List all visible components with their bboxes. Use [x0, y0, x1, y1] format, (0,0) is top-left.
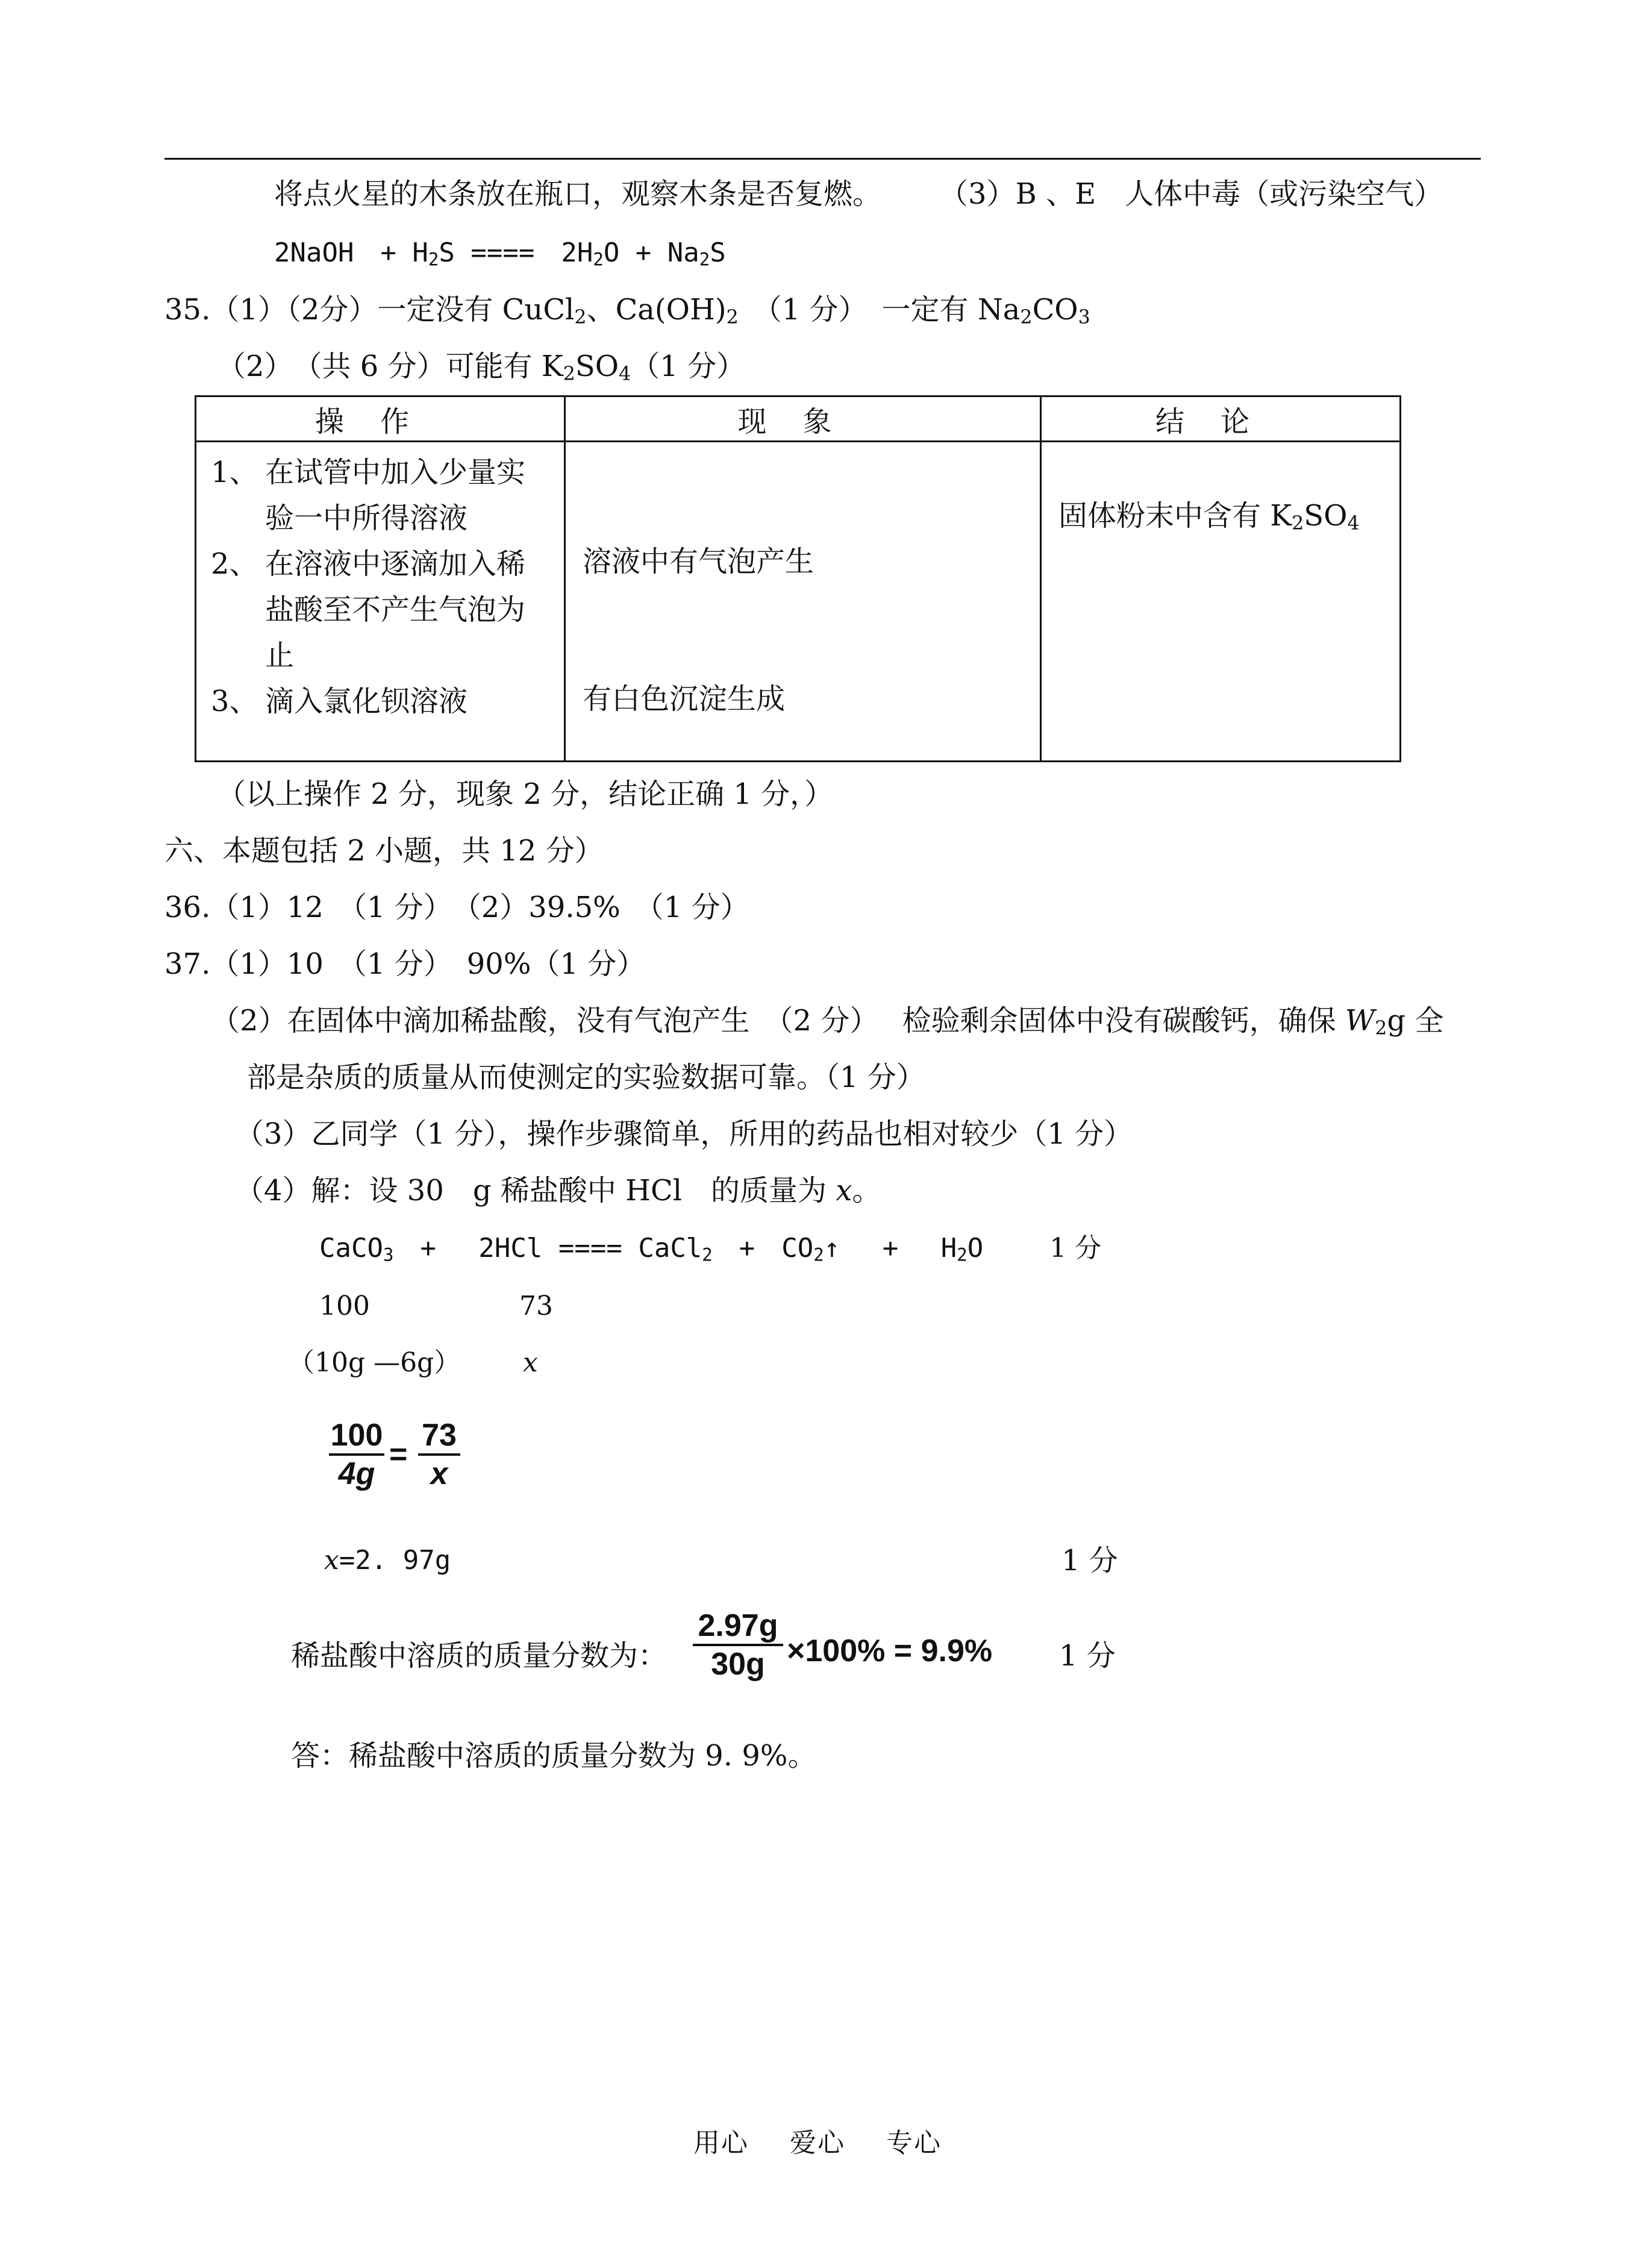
result-x: x=2. 97g — [324, 1545, 451, 1576]
percent-fraction: 2.97g 30g — [693, 1608, 783, 1682]
molar-mass-caco3: 100 — [319, 1291, 370, 1321]
percent-score: 1 分 — [1059, 1639, 1116, 1673]
conclusion-cell — [1041, 442, 1401, 762]
equals-sign: = — [389, 1437, 408, 1472]
table-row — [196, 442, 1401, 762]
top-rule — [164, 158, 1481, 160]
page-footer — [0, 2121, 1635, 2160]
phenomena-cell — [565, 442, 1041, 762]
mass-caco3: （10g —6g） — [288, 1347, 461, 1378]
q37-part1: 37.（1）10 （1 分） 90%（1 分） — [164, 947, 646, 981]
q35-part1: 35.（1）（2分）一定没有 CuCl$_2$、$Ca(OH)_2$ （1 分） 一定有 $Na_2CO_3$ — [164, 293, 1090, 328]
header-conclusion: 结论 — [1041, 396, 1401, 442]
experiment-table — [195, 395, 1401, 762]
scoring-note: （以上操作 2 分，现象 2 分，结论正确 1 分，） — [217, 777, 834, 811]
q37-part2-line2: 部是杂质的质量从而使测定的实验数据可靠。（1 分） — [247, 1060, 925, 1094]
footer-word-1: 用心 — [693, 2128, 749, 2158]
equation-naoh-h2s: 2NaOH + $H_2S$ ==== $2H_2O + Na_2S$ — [274, 237, 726, 270]
mass-hcl-unknown: x — [523, 1347, 538, 1378]
table-header-row — [196, 396, 1401, 442]
q36: 36.（1）12 （1 分） （2）39.5% （1 分） — [164, 891, 749, 924]
conclusion-text: 固体粉末中含有 $K_2SO_4$ — [1058, 499, 1360, 534]
op-2: 2、 在溶液中逐滴加入稀 — [211, 547, 526, 581]
operations-cell — [196, 442, 565, 762]
q37-part4: （4）解：设 30 g 稀盐酸中 HCl 的质量为 x。 — [235, 1174, 881, 1208]
fraction-left: 100 4g — [329, 1417, 384, 1492]
section-six-heading: 六、本题包括 2 小题，共 12 分） — [164, 834, 604, 868]
molar-mass-hcl: 73 — [519, 1291, 553, 1321]
op-2-cont: 盐酸至不产生气泡为 — [265, 593, 526, 627]
percent-result: ×100% = 9.9% — [787, 1634, 993, 1668]
phenomenon-bubbles: 溶液中有气泡产生 — [583, 545, 814, 578]
answer-3-text: （3）B 、E 人体中毒（或污染空气） — [939, 177, 1443, 211]
splint-text: 将点火星的木条放在瓶口，观察木条是否复燃。 — [274, 177, 882, 211]
footer-word-3: 专心 — [886, 2128, 942, 2158]
op-3: 3、 滴入氯化钡溶液 — [211, 684, 468, 718]
fraction-right: 73 x — [418, 1417, 460, 1492]
footer-word-2: 爱心 — [790, 2128, 845, 2158]
percent-label: 稀盐酸中溶质的质量分数为： — [291, 1639, 667, 1673]
op-1-cont: 验一中所得溶液 — [265, 501, 468, 535]
op-2-cont2: 止 — [265, 639, 295, 672]
phenomenon-precipitate: 有白色沉淀生成 — [583, 682, 786, 716]
final-answer: 答：稀盐酸中溶质的质量分数为 9. 9%。 — [291, 1739, 817, 1773]
q37-part3: （3）乙同学（1 分），操作步骤简单，所用的药品也相对较少（1 分） — [235, 1117, 1133, 1151]
line-wooden-splint — [274, 176, 1443, 212]
header-operation: 操作 — [196, 396, 565, 442]
header-phenomenon: 现象 — [565, 396, 1041, 442]
q37-part2-line1: （2）在固体中滴加稀盐酸，没有气泡产生 （2 分） 检验剩余固体中没有碳酸钙，确保 $W_2g$ 全 — [211, 1004, 1444, 1039]
q35-part2: （2） （共 6 分）可能有 $K_2SO_4(1$ 分） — [217, 349, 746, 385]
reaction-equation: CaCO$_3$ + 2HCl ==== CaCl$_2$ + $CO_2↑$ + $H_2O$ 1 分 — [319, 1233, 1102, 1265]
op-1: 1、 在试管中加入少量实 — [211, 456, 526, 489]
result-x-score: 1 分 — [1061, 1544, 1118, 1577]
